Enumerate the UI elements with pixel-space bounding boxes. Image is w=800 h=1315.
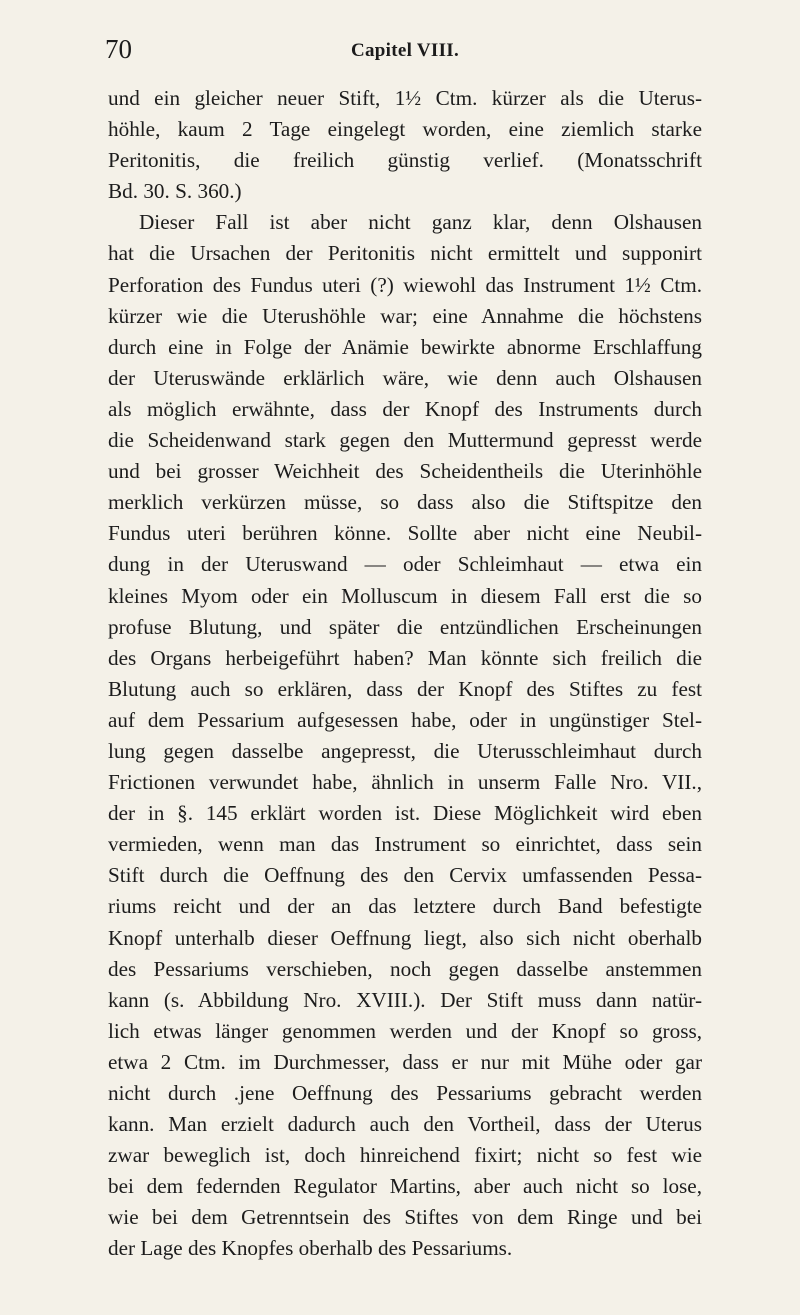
text-line: Blutung auch so erklären, dass der Knopf des Stiftes zu fest (108, 676, 702, 701)
text-line: des Organs herbeigeführt haben? Man könnte sich freilich die (108, 645, 702, 670)
text-line: profuse Blutung, und später die entzündlichen Erscheinungen (108, 614, 702, 639)
text-line: dung in der Uteruswand — oder Schleimhaut — etwa ein (108, 552, 702, 577)
text-line: hat die Ursachen der Peritonitis nicht ermittelt und supponirt (108, 241, 702, 266)
page-number: 70 (105, 34, 132, 64)
text-line: durch eine in Folge der Anämie bewirkte abnorme Erschlaffung (108, 334, 702, 359)
text-line: Perforation des Fundus uteri (?) wiewohl das Instrument 1½ Ctm. (108, 272, 702, 297)
text-line: Fundus uteri berühren könne. Sollte aber nicht eine Neubil- (108, 521, 702, 546)
text-line: kürzer wie die Uterushöhle war; eine Annahme die höchstens (108, 303, 702, 328)
text-line: des Pessariums verschieben, noch gegen dasselbe anstemmen (108, 956, 702, 981)
chapter-title: Capitel VIII. (350, 40, 460, 61)
text-line: wie bei dem Getrenntsein des Stiftes von dem Ringe und bei (108, 1205, 702, 1230)
text-line: bei dem federnden Regulator Martins, aber auch nicht so lose, (108, 1174, 702, 1199)
text-line: kann. Man erzielt dadurch auch den Vortheil, dass der Uterus (108, 1112, 702, 1137)
page-header (105, 34, 705, 74)
text-line: und ein gleicher neuer Stift, 1½ Ctm. kürzer als die Uterus- (108, 86, 702, 110)
text-line: der in §. 145 erklärt worden ist. Diese Möglichkeit wird eben (108, 801, 702, 826)
text-line: vermieden, wenn man das Instrument so einrichtet, dass sein (108, 832, 702, 857)
text-line: Bd. 30. S. 360.) (108, 179, 242, 204)
text-line: als möglich erwähnte, dass der Knopf des Instruments durch (108, 396, 702, 421)
text-line: der Lage des Knopfes oberhalb des Pessariums. (108, 1236, 513, 1261)
text-line: merklich verkürzen müsse, so dass also die Stiftspitze den (108, 490, 702, 515)
text-line: Dieser Fall ist aber nicht ganz klar, denn Olshausen (139, 210, 702, 235)
text-line: Stift durch die Oeffnung des den Cervix umfassenden Pessa- (108, 863, 702, 888)
text-line: lung gegen dasselbe angepresst, die Uterusschleimhaut durch (108, 738, 702, 763)
text-line: kleines Myom oder ein Molluscum in diesem Fall erst die so (108, 583, 702, 608)
text-line: kann (s. Abbildung Nro. XVIII.). Der Stift muss dann natür- (108, 987, 702, 1012)
text-line: zwar beweglich ist, doch hinreichend fixirt; nicht so fest wie (108, 1143, 702, 1168)
text-line: die Scheidenwand stark gegen den Muttermund gepresst werde (108, 428, 702, 453)
text-line: etwa 2 Ctm. im Durchmesser, dass er nur mit Mühe oder gar (108, 1049, 702, 1074)
text-line: und bei grosser Weichheit des Scheidentheils die Uterinhöhle (108, 459, 702, 484)
text-line: auf dem Pessarium aufgesessen habe, oder in ungünstiger Stel- (108, 707, 702, 732)
text-line: Peritonitis, die freilich günstig verlief. (Monatsschrift (108, 148, 702, 173)
text-line: höhle, kaum 2 Tage eingelegt worden, eine ziemlich starke (108, 117, 702, 142)
text-line: lich etwas länger genommen werden und der Knopf so gross, (108, 1018, 702, 1043)
text-line: nicht durch .jene Oeffnung des Pessariums gebracht werden (108, 1081, 702, 1105)
text-line: der Uteruswände erklärlich wäre, wie denn auch Olshausen (108, 365, 702, 390)
text-line: Knopf unterhalb dieser Oeffnung liegt, also sich nicht oberhalb (108, 925, 702, 950)
text-line: Frictionen verwundet habe, ähnlich in unserm Falle Nro. VII., (108, 770, 702, 795)
text-body (108, 83, 702, 1265)
text-line: riums reicht und der an das letztere durch Band befestigte (108, 894, 702, 919)
